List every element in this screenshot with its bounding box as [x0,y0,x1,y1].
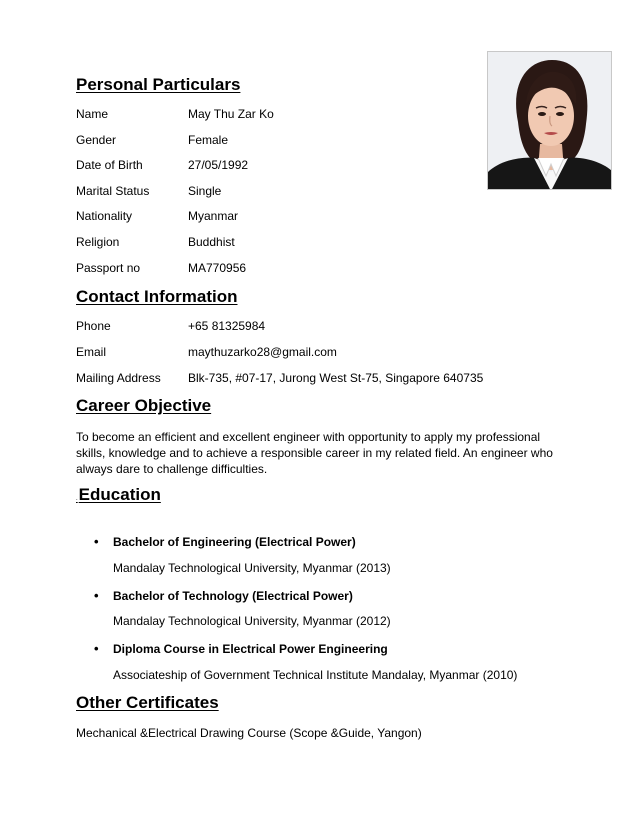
phone-row [76,319,265,333]
field-label: Gender [76,133,117,147]
certificate-text: Mechanical &Electrical Drawing Course (Scope &Guide, Yangon) [76,726,422,740]
name-row [76,107,274,121]
bullet-icon: • [94,641,99,656]
bullet-icon: • [94,588,99,603]
degree-title: Bachelor of Technology (Electrical Power) [113,589,353,603]
religion-value: Buddhist [188,235,235,249]
education-item [94,588,353,603]
field-label: Date of Birth [76,158,143,172]
portrait-image [488,52,612,190]
education-heading: Education [78,485,161,504]
education-item [94,534,356,549]
field-label: Nationality [76,209,133,223]
contact-information-heading: Contact Information [76,287,238,306]
name-value: May Thu Zar Ko [188,107,274,121]
decorative-dot: . [76,496,78,502]
education-heading-wrapper [76,485,161,505]
career-objective-heading: Career Objective [76,396,212,415]
religion-row [76,235,235,249]
field-label: Religion [76,235,120,249]
career-objective-text: To become an efficient and excellent engineer with opportunity to apply my professional skills, knowledge and to achieve a responsible career in my related field. An engineer who always dare to challenge difficulties. [76,430,553,476]
field-label: Phone [76,319,111,333]
field-label: Mailing Address [76,371,161,385]
marital-status-row [76,184,221,198]
field-label: Marital Status [76,184,150,198]
degree-title: Diploma Course in Electrical Power Engineering [113,642,388,656]
degree-title: Bachelor of Engineering (Electrical Power) [113,535,356,549]
personal-particulars-heading: Personal Particulars [76,75,241,94]
other-certificates-heading: Other Certificates [76,693,219,712]
profile-photo [487,51,612,190]
bullet-icon: • [94,534,99,549]
gender-row [76,133,228,147]
mailing-address-value: Blk-735, #07-17, Jurong West St-75, Singapore 640735 [188,371,484,385]
email-value: maythuzarko28@gmail.com [188,345,337,359]
institution-text: Mandalay Technological University, Myanmar (2012) [113,614,391,628]
field-label: Name [76,107,109,121]
date-of-birth-row [76,158,248,172]
field-label: Passport no [76,261,141,275]
education-item [94,641,388,656]
nationality-value: Myanmar [188,209,239,223]
passport-value: MA770956 [188,261,247,275]
mailing-address-row [76,371,483,385]
institution-text: Mandalay Technological University, Myanmar (2013) [113,561,391,575]
field-label: Email [76,345,107,359]
date-of-birth-value: 27/05/1992 [188,158,249,172]
marital-status-value: Single [188,184,222,198]
gender-value: Female [188,133,229,147]
passport-row [76,261,246,275]
institution-text: Associateship of Government Technical Institute Mandalay, Myanmar (2010) [113,668,518,682]
nationality-row [76,209,238,223]
email-row [76,345,337,359]
phone-value: +65 81325984 [188,319,266,333]
